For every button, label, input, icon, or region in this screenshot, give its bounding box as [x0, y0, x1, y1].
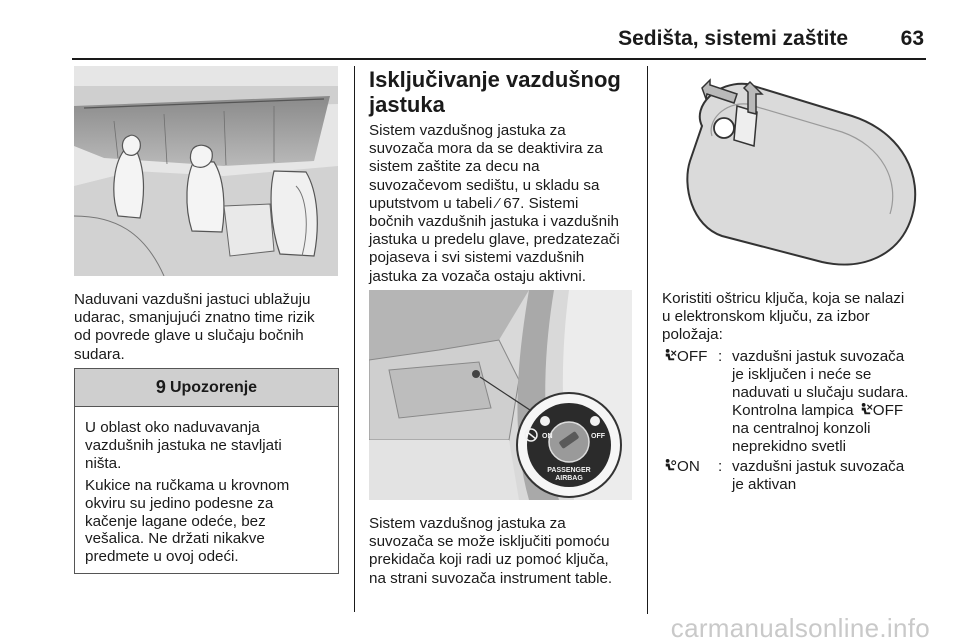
- intro-line: položaja:: [662, 326, 723, 344]
- intro-line: jastuka u predelu glave, predzatezači: [369, 231, 620, 249]
- desc-line: neprekidno svetli: [732, 438, 846, 455]
- intro-line: Koristiti oštricu ključa, koja se nalazi: [662, 290, 905, 307]
- intro-line: sistem zaštite za decu na: [369, 158, 540, 176]
- figure-caption-switch: [369, 515, 612, 588]
- electronic-key-figure: [662, 66, 925, 276]
- option-on-description: [732, 458, 932, 494]
- column-divider-left: [354, 66, 355, 612]
- warning-header: [75, 369, 338, 407]
- caption-line: prekidača koji radi uz pomoć ključa,: [369, 551, 609, 569]
- intro-line: u elektronskom ključu, za izbor: [662, 308, 870, 326]
- desc-line: vazdušni jastuk suvozača: [732, 458, 905, 475]
- warning-line: vešalica. Ne držati nikakve: [85, 530, 265, 548]
- warning-paragraph-1: [85, 419, 333, 472]
- intro-line: Sistem vazdušnog jastuka za: [369, 122, 566, 139]
- caption-line: na strani suvozača instrument table.: [369, 569, 613, 587]
- desc-line: Kontrolna lampica: [732, 402, 858, 419]
- desc-line: na centralnoj konzoli: [732, 420, 871, 437]
- option-on-label: [662, 458, 700, 476]
- warning-line: kačenje lagane odeće, bez: [85, 512, 266, 530]
- header-rule: [72, 58, 926, 60]
- intro-line: bočnih vazdušnih jastuka i vazdušnih: [369, 213, 619, 231]
- passenger-airbag-on-icon: [662, 458, 677, 473]
- section-heading: [369, 68, 621, 117]
- column-divider-right: [647, 66, 648, 614]
- switch-off-label: OFF: [591, 433, 605, 440]
- warning-line: predmete u ovoj odeći.: [85, 548, 239, 566]
- option-on-text: ON: [677, 458, 700, 475]
- option-off-text: OFF: [677, 348, 708, 365]
- caption-line: sudara.: [74, 345, 125, 363]
- intro-line: suvozača mora da se deaktivira za: [369, 140, 603, 158]
- page-header-title: Sedišta, sistemi zaštite: [618, 27, 848, 50]
- key-usage-paragraph: [662, 290, 904, 345]
- switch-passenger-label: PASSENGER: [547, 467, 591, 474]
- caption-line: Sistem vazdušnog jastuka za: [369, 515, 566, 532]
- passenger-airbag-off-icon: [858, 402, 873, 417]
- watermark: carmanualsonline.info: [670, 613, 930, 642]
- intro-paragraph: [369, 122, 620, 286]
- desc-line: naduvati u slučaju sudara.: [732, 384, 909, 401]
- intro-line: jastuka za vozača ostaju aktivni.: [369, 267, 586, 285]
- intro-line: uputstvom u tabeli ⁄ 67. Sistemi: [369, 194, 579, 212]
- option-on-colon: :: [718, 458, 723, 475]
- warning-paragraph-2: [85, 477, 333, 566]
- switch-on-label: ON: [542, 433, 553, 440]
- figure-caption-airbags: [74, 291, 315, 364]
- warning-line: Kukice na ručkama u krovnom: [85, 477, 290, 494]
- heading-line: Isključivanje vazdušnog: [369, 67, 621, 92]
- switch-airbag-label: AIRBAG: [555, 475, 583, 482]
- option-off-label: [662, 348, 707, 366]
- intro-line: suvozačevom sedištu, u skladu sa: [369, 176, 600, 194]
- intro-line: pojaseva i svi sistemi vazdušnih: [369, 249, 585, 267]
- caption-line: suvozača se može isključiti pomoću: [369, 533, 610, 551]
- warning-title: Upozorenje: [169, 378, 258, 396]
- page-number: 63: [900, 27, 924, 50]
- warning-triangle-icon: 9: [155, 377, 166, 397]
- desc-line-with-icon: [732, 402, 932, 420]
- warning-box: [74, 368, 339, 574]
- warning-line: ništa.: [85, 454, 122, 472]
- desc-line: je isključen i neće se: [732, 366, 872, 383]
- car-interior-curtain-airbag-figure: [74, 66, 338, 276]
- airbag-switch-figure: [369, 290, 632, 500]
- desc-line: vazdušni jastuk suvozača: [732, 348, 905, 365]
- option-off-colon: :: [718, 348, 723, 365]
- heading-line: jastuka: [369, 91, 445, 117]
- warning-line: U oblast oko naduvavanja: [85, 419, 260, 436]
- caption-line: od povrede glave u slučaju bočnih: [74, 327, 304, 345]
- warning-line: okviru su jedino podesne za: [85, 494, 274, 512]
- passenger-airbag-off-icon: [662, 348, 677, 363]
- warning-line: vazdušnih jastuka ne stavljati: [85, 436, 282, 454]
- caption-line: udarac, smanjujući znatno time rizik: [74, 309, 315, 327]
- caption-line: Naduvani vazdušni jastuci ublažuju: [74, 291, 311, 308]
- desc-line: je aktivan: [732, 476, 797, 493]
- inline-off-ref: OFF: [872, 402, 904, 419]
- option-off-description: [732, 348, 932, 456]
